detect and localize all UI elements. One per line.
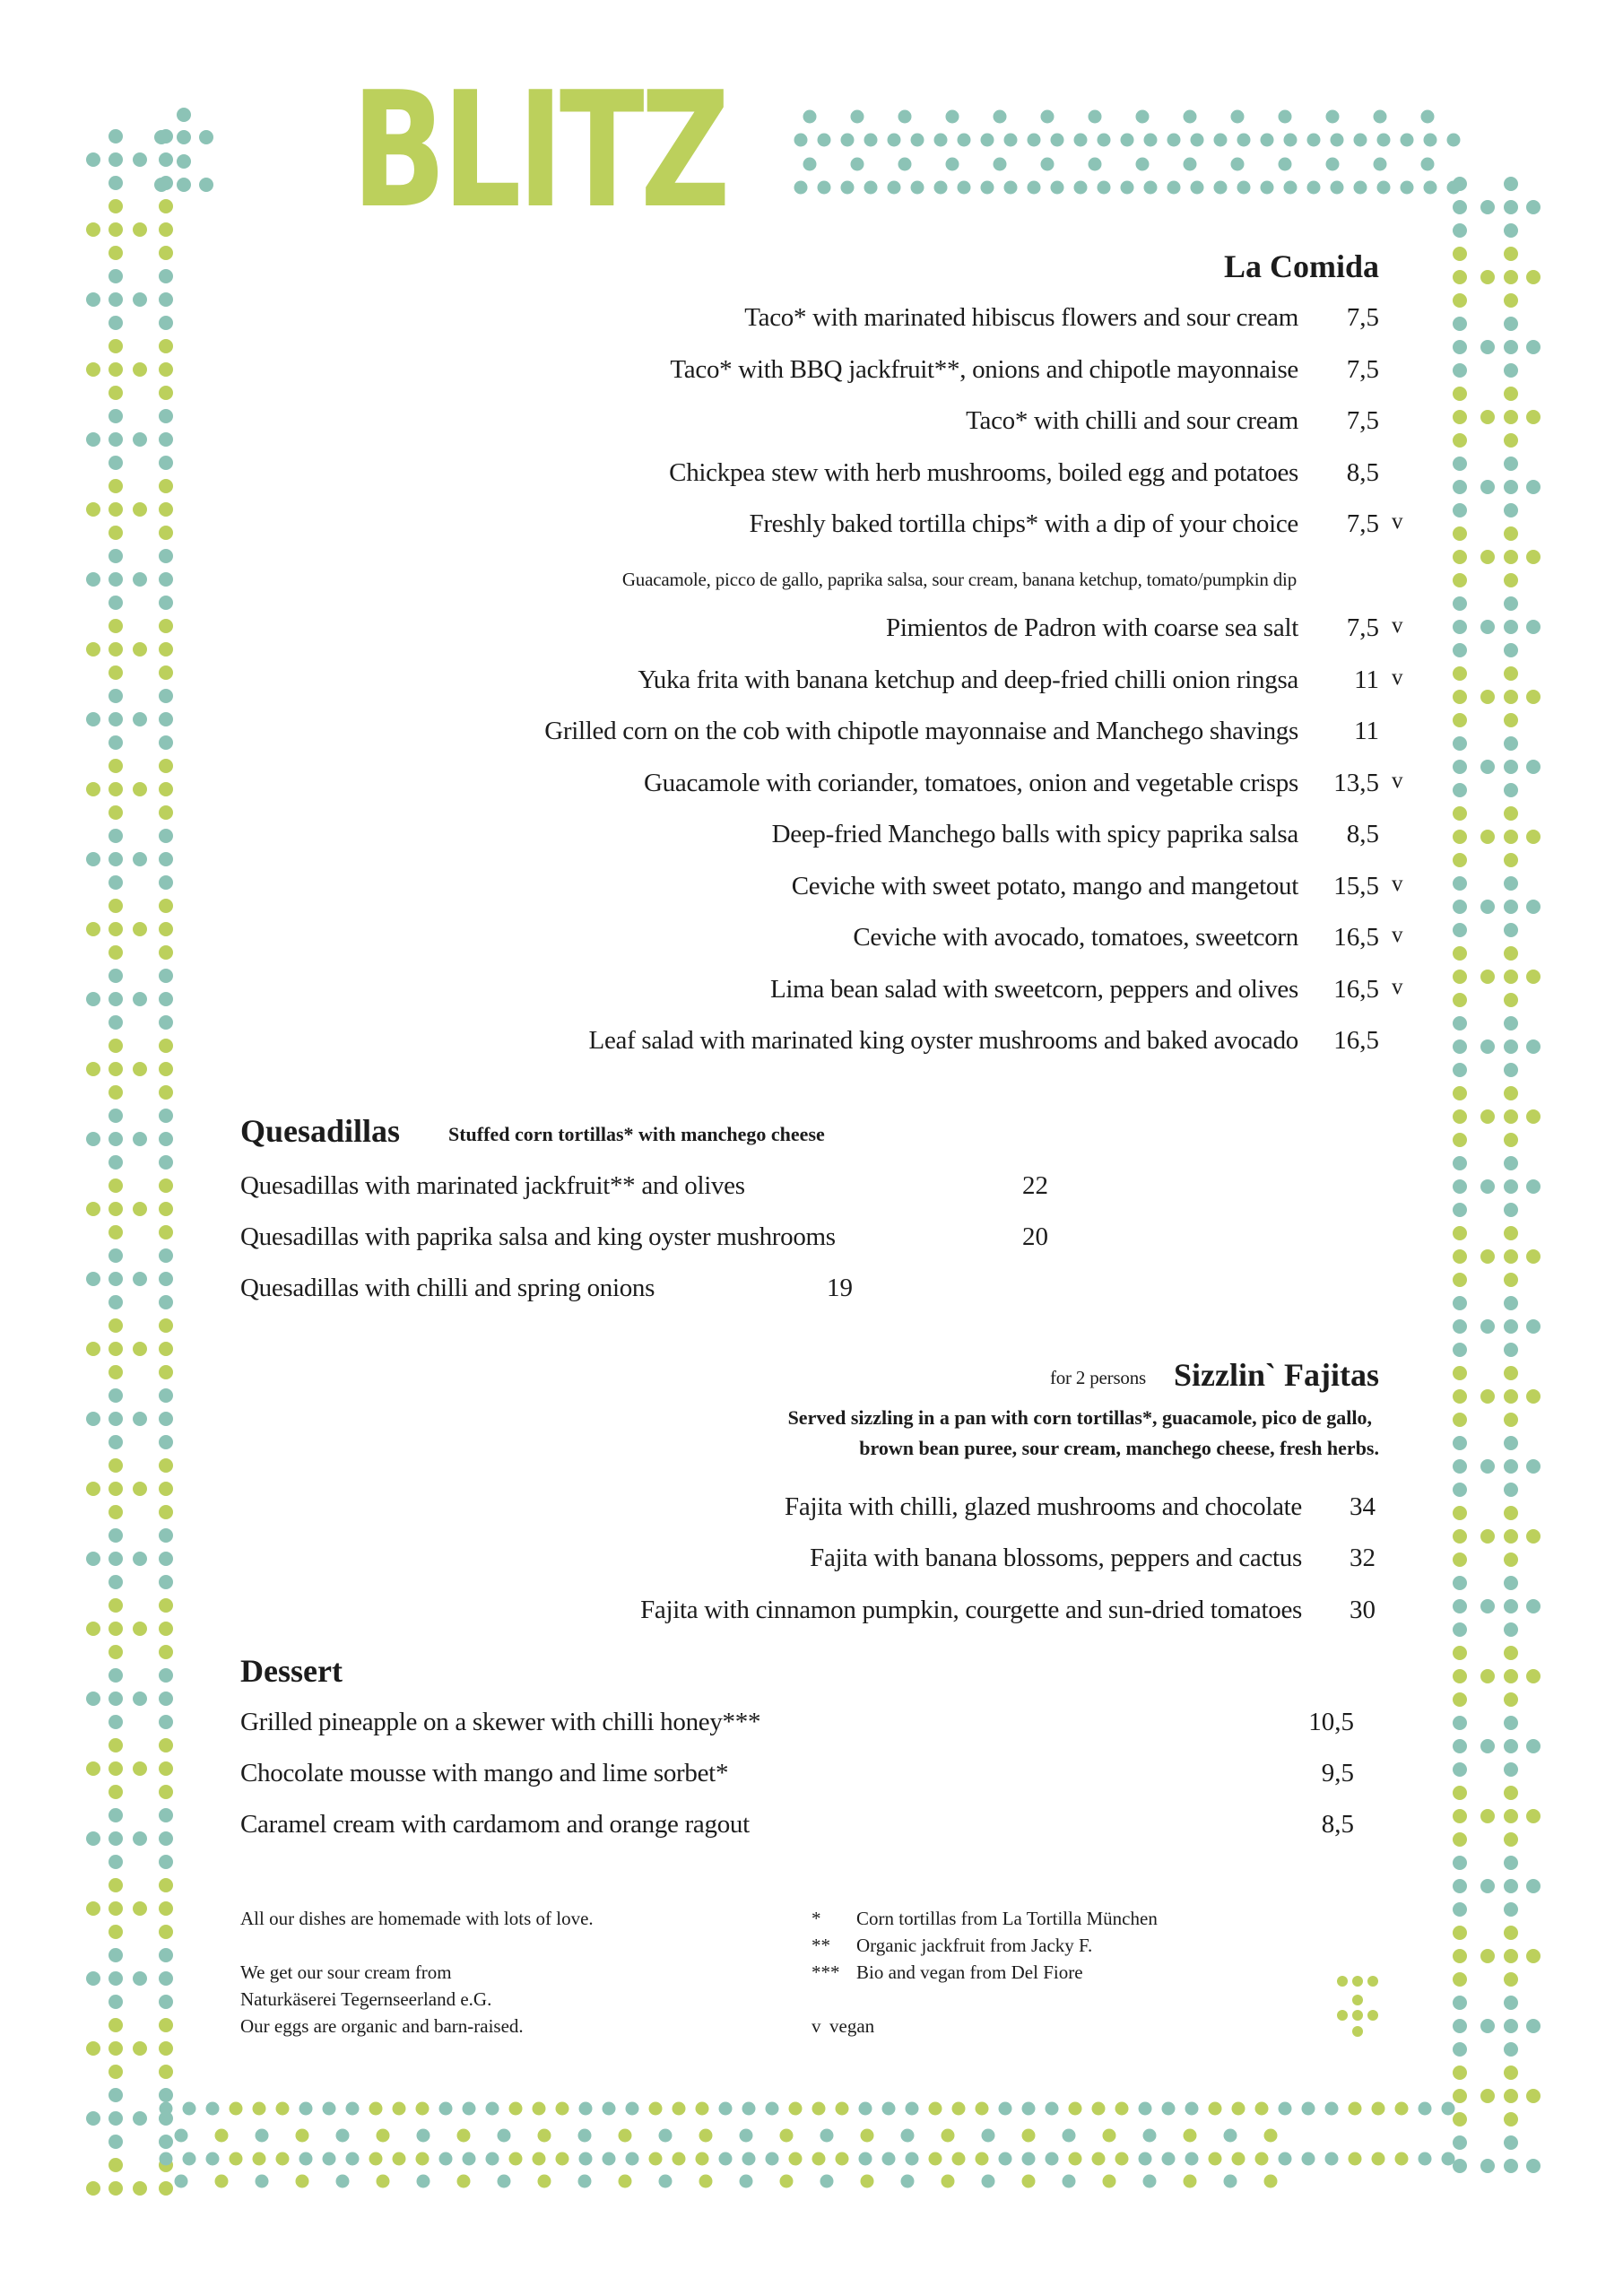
dip-options-note: Guacamole, picco de gallo, paprika salsa, sour cream, banana ketchup, tomato/pumpkin dip bbox=[621, 569, 1297, 590]
menu-item-name: Ceviche with sweet potato, mango and mangetout bbox=[791, 872, 1298, 900]
menu-item-price: 15,5 bbox=[1333, 872, 1379, 900]
fajita-item-price: 32 bbox=[1350, 1544, 1376, 1572]
section-title-dessert: Dessert bbox=[240, 1653, 343, 1689]
quesadilla-price-3: 19 bbox=[827, 1274, 853, 1302]
vegan-legend-text: vegan bbox=[829, 2015, 875, 2037]
menu-item-price: 16,5 bbox=[1333, 975, 1379, 1004]
menu-item-price: 8,5 bbox=[1346, 820, 1379, 848]
menu-item-name: Taco* with chilli and sour cream bbox=[966, 406, 1298, 435]
dessert-price-1: 10,5 bbox=[1308, 1708, 1354, 1736]
menu-item-price: 8,5 bbox=[1346, 458, 1379, 487]
footer-sour-cream-line2: Naturkäserei Tegernseerland e.G. bbox=[240, 1988, 492, 2010]
menu-item-price: 16,5 bbox=[1333, 1026, 1379, 1055]
footnote-mark-2: ** bbox=[812, 1935, 830, 1956]
menu-item-name: Yuka frita with banana ketchup and deep-fried chilli onion ringsa bbox=[638, 665, 1298, 694]
fajitas-description-line2: brown bean puree, sour cream, manchego cheese, fresh herbs. bbox=[859, 1437, 1379, 1459]
vegan-marker: v bbox=[1392, 769, 1403, 793]
quesadilla-item-1: Quesadillas with marinated jackfruit** and olives bbox=[240, 1171, 745, 1200]
menu-item-name: Ceviche with avocado, tomatoes, sweetcorn bbox=[853, 923, 1298, 952]
menu-item-name: Taco* with marinated hibiscus flowers and sour cream bbox=[744, 303, 1298, 332]
quesadilla-item-3: Quesadillas with chilli and spring onions bbox=[240, 1274, 655, 1302]
vegan-legend-mark: v bbox=[812, 2015, 821, 2037]
vegan-marker: v bbox=[1392, 613, 1403, 638]
quesadillas-subtitle: Stuffed corn tortillas* with manchego cheese bbox=[448, 1123, 825, 1145]
dessert-price-2: 9,5 bbox=[1321, 1759, 1354, 1787]
vegan-marker: v bbox=[1392, 923, 1403, 947]
menu-item-price: 7,5 bbox=[1346, 406, 1379, 435]
menu-item-price: 7,5 bbox=[1346, 303, 1379, 332]
menu-item-name: Chickpea stew with herb mushrooms, boiled egg and potatoes bbox=[669, 458, 1298, 487]
menu-item-name: Deep-fried Manchego balls with spicy paprika salsa bbox=[771, 820, 1298, 848]
menu-item-price: 11 bbox=[1354, 717, 1379, 745]
fajita-item-name: Fajita with chilli, glazed mushrooms and chocolate bbox=[785, 1492, 1302, 1521]
section-title-la-comida: La Comida bbox=[1223, 248, 1379, 284]
vegan-marker: v bbox=[1392, 665, 1403, 690]
fajita-item-name: Fajita with cinnamon pumpkin, courgette and sun-dried tomatoes bbox=[640, 1596, 1302, 1624]
blitz-logo: BLITZ bbox=[352, 57, 726, 243]
quesadilla-item-2: Quesadillas with paprika salsa and king oyster mushrooms bbox=[240, 1222, 836, 1251]
menu-item-price: 13,5 bbox=[1333, 769, 1379, 797]
menu-item-name: Taco* with BBQ jackfruit**, onions and chipotle mayonnaise bbox=[670, 355, 1298, 384]
footer-eggs-note: Our eggs are organic and barn-raised. bbox=[240, 2015, 524, 2037]
footnote-text-1: Corn tortillas from La Tortilla München bbox=[856, 1908, 1158, 1929]
menu-item-name: Lima bean salad with sweetcorn, peppers and olives bbox=[770, 975, 1298, 1004]
footer-sour-cream-line1: We get our sour cream from bbox=[240, 1961, 452, 1983]
menu-item-name: Freshly baked tortilla chips* with a dip of your choice bbox=[749, 509, 1298, 538]
dessert-item-1: Grilled pineapple on a skewer with chilli honey*** bbox=[240, 1708, 761, 1736]
vegan-marker: v bbox=[1392, 872, 1403, 896]
menu-item-name: Pimientos de Padron with coarse sea salt bbox=[886, 613, 1298, 642]
fajita-item-price: 30 bbox=[1350, 1596, 1376, 1624]
menu-item-price: 7,5 bbox=[1346, 355, 1379, 384]
section-title-quesadillas: Quesadillas bbox=[240, 1113, 401, 1149]
footnote-text-3: Bio and vegan from Del Fiore bbox=[856, 1961, 1083, 1983]
menu-item-price: 16,5 bbox=[1333, 923, 1379, 952]
dessert-price-3: 8,5 bbox=[1321, 1810, 1354, 1839]
fajita-item-price: 34 bbox=[1350, 1492, 1376, 1521]
vegan-marker: v bbox=[1392, 509, 1403, 534]
menu-item-price: 11 bbox=[1354, 665, 1379, 694]
section-title-fajitas: Sizzlin` Fajitas bbox=[1174, 1357, 1379, 1393]
menu-item-name: Leaf salad with marinated king oyster mushrooms and baked avocado bbox=[588, 1026, 1298, 1055]
footnote-text-2: Organic jackfruit from Jacky F. bbox=[856, 1935, 1093, 1956]
vegan-marker: v bbox=[1392, 975, 1403, 999]
footnote-mark-3: *** bbox=[812, 1961, 840, 1983]
dessert-item-2: Chocolate mousse with mango and lime sorbet* bbox=[240, 1759, 729, 1787]
menu-item-name: Guacamole with coriander, tomatoes, onion and vegetable crisps bbox=[644, 769, 1298, 797]
fajitas-persons-note: for 2 persons bbox=[1049, 1367, 1146, 1388]
dessert-item-3: Caramel cream with cardamom and orange ragout bbox=[240, 1810, 750, 1839]
menu-item-price: 7,5 bbox=[1346, 613, 1379, 642]
menu-item-price: 7,5 bbox=[1346, 509, 1379, 538]
menu-item-name: Grilled corn on the cob with chipotle mayonnaise and Manchego shavings bbox=[544, 717, 1298, 745]
fajitas-description-line1: Served sizzling in a pan with corn tortillas*, guacamole, pico de gallo, bbox=[787, 1406, 1372, 1429]
footnote-mark-1: * bbox=[812, 1908, 821, 1929]
quesadilla-price-1: 22 bbox=[1022, 1171, 1048, 1200]
fajita-item-name: Fajita with banana blossoms, peppers and cactus bbox=[810, 1544, 1302, 1572]
quesadilla-price-2: 20 bbox=[1022, 1222, 1048, 1251]
footer-homemade-note: All our dishes are homemade with lots of love. bbox=[240, 1908, 594, 1929]
